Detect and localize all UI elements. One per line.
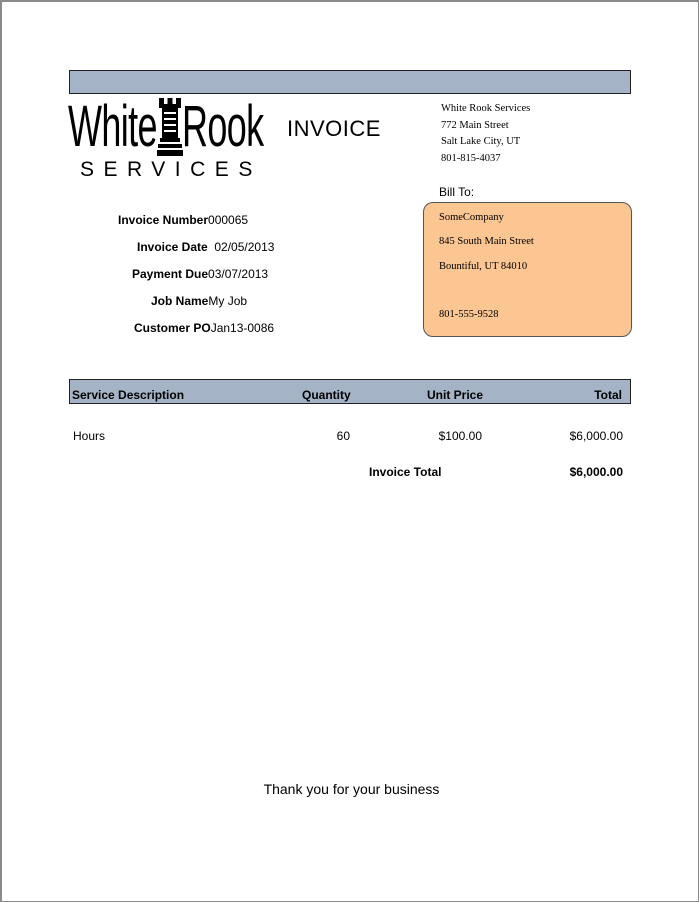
customer-po-value: Jan13-0086 [210, 321, 275, 335]
invoice-number-value: 000065 [208, 213, 249, 227]
company-street: 772 Main Street [441, 119, 509, 131]
customer-po-row [134, 321, 274, 335]
logo-word-rook: Rook [182, 94, 264, 159]
invoice-total-value: $6,000.00 [569, 465, 623, 479]
invoice-number-row [118, 213, 248, 227]
document-title: INVOICE [287, 116, 381, 141]
line-items-header [69, 379, 631, 404]
company-name: White Rook Services [441, 103, 531, 114]
invoice-number-label: Invoice Number [118, 213, 209, 227]
header-total: Total [594, 388, 622, 402]
logo-subtitle: SERVICES [80, 158, 262, 181]
customer-po-label: Customer PO [134, 321, 211, 335]
company-phone: 801-815-4037 [441, 152, 501, 164]
header-service-description: Service Description [72, 388, 185, 402]
thank-you-message: Thank you for your business [263, 781, 440, 797]
header-bar [69, 70, 631, 94]
bill-to-street: 845 South Main Street [439, 236, 534, 247]
payment-due-value: 03/07/2013 [208, 267, 269, 281]
bill-to-city: Bountiful, UT 84010 [439, 261, 528, 272]
logo-word-white: White [68, 94, 157, 159]
payment-due-row [132, 267, 268, 281]
bill-to-phone: 801-555-9528 [439, 309, 499, 320]
bill-to-name: SomeCompany [439, 212, 504, 223]
bill-to-box [423, 202, 632, 337]
invoice-total-label: Invoice Total [369, 465, 442, 479]
row-description: Hours [73, 429, 106, 443]
header-unit-price: Unit Price [427, 388, 484, 402]
row-total: $6,000.00 [569, 429, 623, 443]
company-logo [68, 94, 264, 182]
invoice-date-value: 02/05/2013 [214, 240, 275, 254]
company-address [441, 101, 530, 167]
row-unit-price: $100.00 [438, 429, 482, 443]
job-name-label: Job Name [151, 294, 209, 308]
header-quantity: Quantity [302, 388, 351, 402]
job-name-row [151, 294, 247, 308]
rook-chess-piece-icon [157, 98, 183, 158]
company-city: Salt Lake City, UT [441, 136, 521, 147]
payment-due-label: Payment Due [132, 267, 209, 281]
invoice-date-row [137, 240, 274, 254]
row-quantity: 60 [336, 429, 350, 443]
job-name-value: My Job [208, 294, 248, 308]
invoice-date-label: Invoice Date [137, 240, 208, 254]
bill-to-label: Bill To: [439, 185, 475, 199]
